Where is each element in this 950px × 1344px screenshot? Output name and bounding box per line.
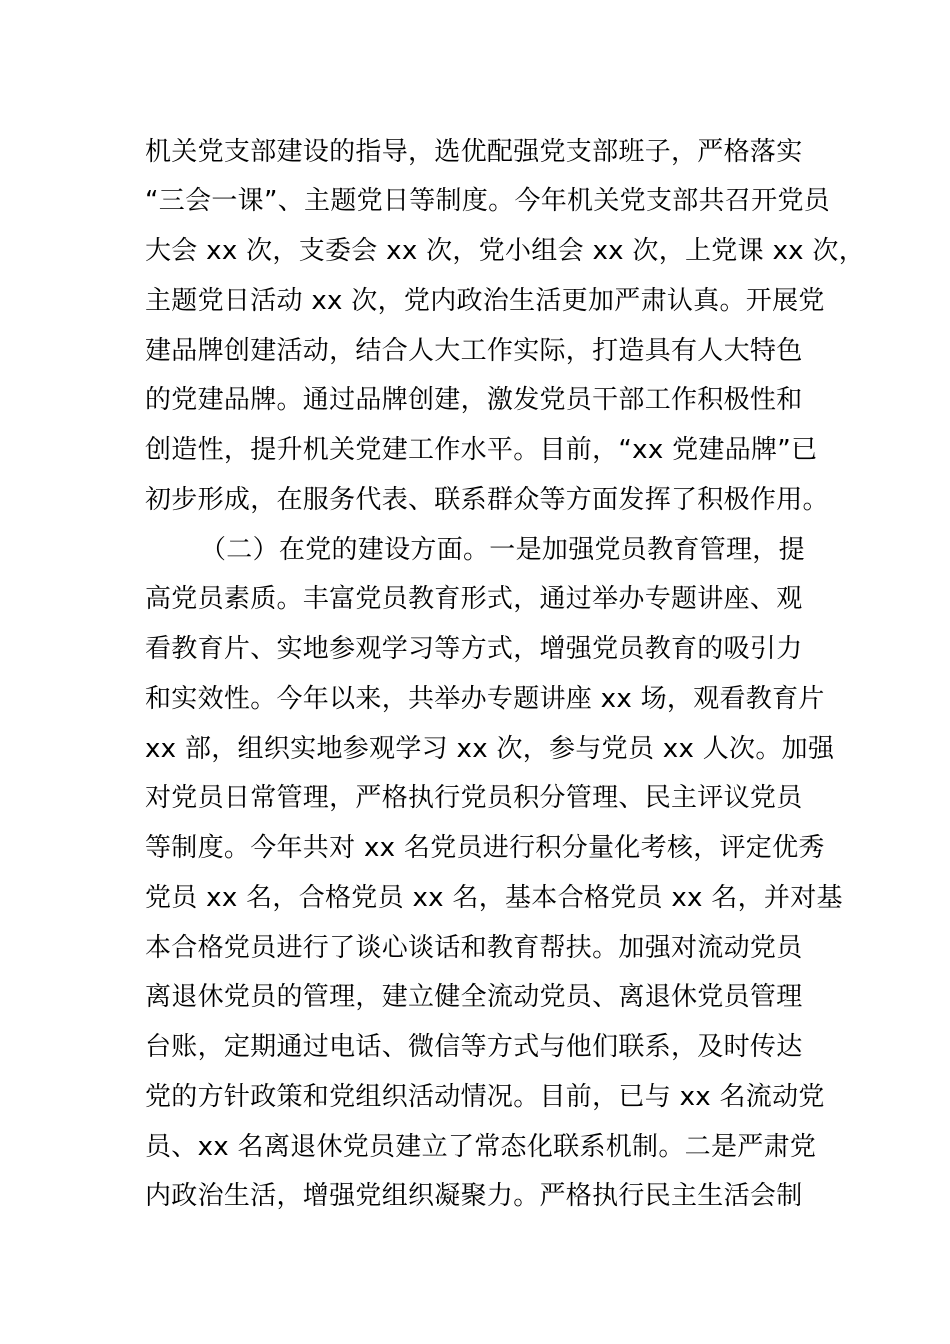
text-line: 党的方针政策和党组织活动情况。目前，已与 xx 名流动党	[145, 1082, 825, 1112]
text-line: 高党员素质。丰富党员教育形式，通过举办专题讲座、观	[145, 584, 803, 614]
section-heading-line: （二）在党的建设方面。一是加强党员教育管理，提	[200, 535, 805, 565]
text-line: 员、xx 名离退休党员建立了常态化联系机制。二是严肃党	[145, 1132, 817, 1162]
text-line: 对党员日常管理，严格执行党员积分管理、民主评议党员	[145, 783, 803, 813]
text-line: 的党建品牌。通过品牌创建，激发党员干部工作积极性和	[145, 385, 803, 415]
text-line: 看教育片、实地参观学习等方式，增强党员教育的吸引力	[145, 634, 803, 664]
text-line: 初步形成，在服务代表、联系群众等方面发挥了积极作用。	[145, 485, 829, 515]
text-line: 创造性，提升机关党建工作水平。目前，“xx 党建品牌”已	[145, 435, 818, 465]
text-line: 内政治生活，增强党组织凝聚力。严格执行民主生活会制	[145, 1181, 803, 1211]
text-line: 台账，定期通过电话、微信等方式与他们联系，及时传达	[145, 1032, 803, 1062]
text-line: xx 部，组织实地参观学习 xx 次，参与党员 xx 人次。加强	[145, 734, 835, 764]
text-line: 离退休党员的管理，建立健全流动党员、离退休党员管理	[145, 982, 803, 1012]
text-line: 本合格党员进行了谈心谈话和教育帮扶。加强对流动党员	[145, 933, 803, 963]
text-line: 等制度。今年共对 xx 名党员进行积分量化考核，评定优秀	[145, 833, 825, 863]
text-line: 机关党支部建设的指导，选优配强党支部班子，严格落实	[145, 137, 803, 167]
text-line: 大会 xx 次，支委会 xx 次，党小组会 xx 次，上党课 xx 次，	[145, 236, 866, 266]
text-line: 主题党日活动 xx 次，党内政治生活更加严肃认真。开展党	[145, 286, 825, 316]
text-line: 建品牌创建活动，结合人大工作实际，打造具有人大特色	[145, 336, 803, 366]
text-line: “三会一课”、主题党日等制度。今年机关党支部共召开党员	[145, 186, 831, 216]
text-line: 党员 xx 名，合格党员 xx 名，基本合格党员 xx 名，并对基	[145, 883, 843, 913]
text-line: 和实效性。今年以来，共举办专题讲座 xx 场，观看教育片	[145, 684, 825, 714]
